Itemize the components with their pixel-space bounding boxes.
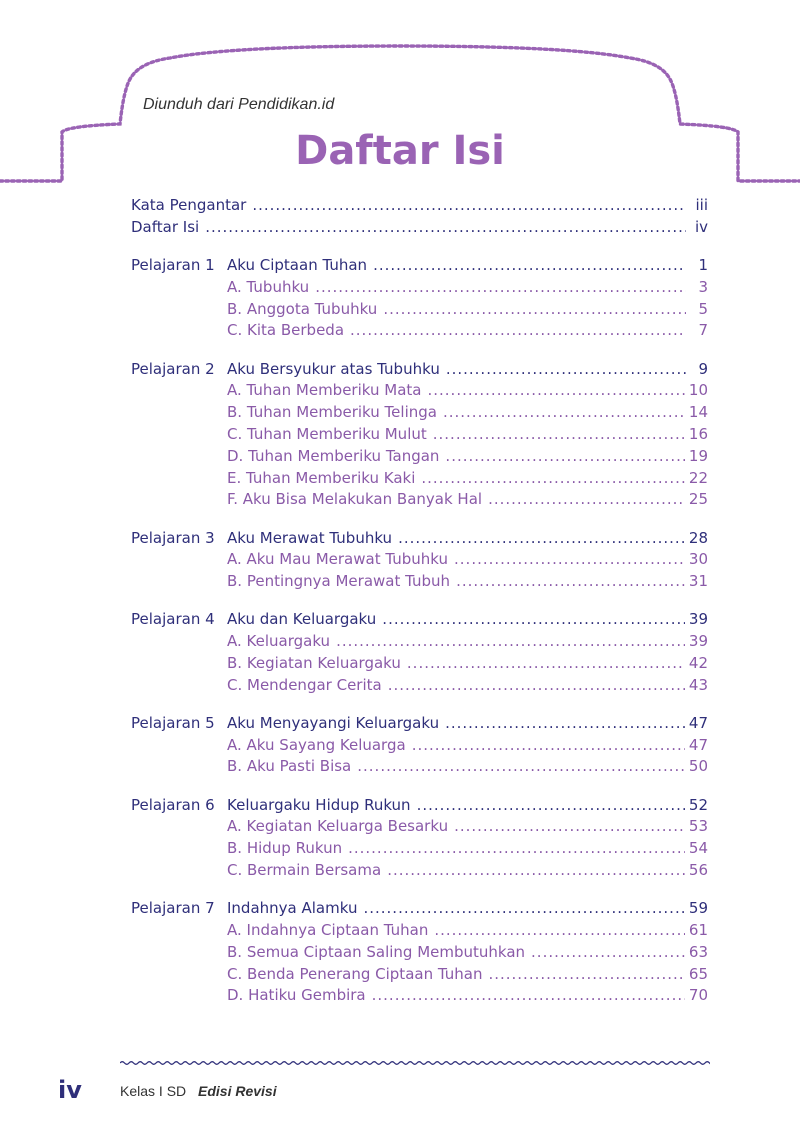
toc-entry-title: A. Kegiatan Keluarga Besarku bbox=[227, 817, 449, 836]
toc-section-row bbox=[131, 964, 708, 986]
toc-entry-title: D. Hatiku Gembira bbox=[227, 986, 366, 1005]
toc-chapter-row bbox=[131, 609, 708, 631]
toc-page-number: 9 bbox=[698, 359, 708, 378]
table-of-contents bbox=[131, 195, 708, 1007]
chapter-label: Pelajaran 1 bbox=[131, 255, 215, 274]
dot-leader bbox=[456, 571, 685, 593]
dot-leader bbox=[443, 402, 685, 424]
toc-chapter-row bbox=[131, 217, 708, 239]
toc-entry-title: E. Tuhan Memberiku Kaki bbox=[227, 468, 416, 487]
toc-gap bbox=[131, 778, 708, 794]
toc-entry-title: D. Tuhan Memberiku Tangan bbox=[227, 446, 440, 465]
toc-entry-title: C. Benda Penerang Ciptaan Tuhan bbox=[227, 964, 483, 983]
toc-section-row bbox=[131, 277, 708, 299]
toc-entry-title: C. Bermain Bersama bbox=[227, 861, 382, 880]
dot-leader bbox=[446, 359, 686, 381]
toc-section-row bbox=[131, 631, 708, 653]
dot-leader bbox=[382, 609, 685, 631]
toc-entry-title: A. Tubuhku bbox=[227, 277, 310, 296]
toc-section-row bbox=[131, 838, 708, 860]
dot-leader bbox=[454, 549, 685, 571]
toc-gap bbox=[131, 882, 708, 898]
chapter-label: Pelajaran 2 bbox=[131, 359, 215, 378]
toc-page-number: 31 bbox=[688, 572, 708, 591]
toc-section-row bbox=[131, 675, 708, 697]
toc-entry-title: B. Kegiatan Keluargaku bbox=[227, 653, 401, 672]
chapter-label: Pelajaran 3 bbox=[131, 528, 215, 547]
toc-entry-title: F. Aku Bisa Melakukan Banyak Hal bbox=[227, 490, 483, 509]
source-note: Diunduh dari Pendidikan.id bbox=[143, 96, 335, 113]
dot-leader bbox=[363, 898, 684, 920]
toc-entry-title: B. Tuhan Memberiku Telinga bbox=[227, 403, 437, 422]
toc-page-number: 1 bbox=[698, 255, 708, 274]
toc-section-row bbox=[131, 489, 708, 511]
dot-leader bbox=[488, 964, 684, 986]
toc-entry-title: A. Aku Sayang Keluarga bbox=[227, 735, 406, 754]
toc-page-number: 47 bbox=[688, 713, 708, 732]
toc-entry-title: B. Semua Ciptaan Saling Membutuhkan bbox=[227, 942, 526, 961]
toc-page-number: 22 bbox=[688, 468, 708, 487]
toc-page-number: 25 bbox=[688, 490, 708, 509]
toc-entry-title: Aku dan Keluargaku bbox=[227, 610, 377, 629]
dot-leader bbox=[433, 424, 685, 446]
toc-page-number: 63 bbox=[688, 942, 708, 961]
toc-page-number: 39 bbox=[688, 610, 708, 629]
toc-entry-title: A. Indahnya Ciptaan Tuhan bbox=[227, 921, 429, 940]
toc-chapter-row bbox=[131, 898, 708, 920]
dot-leader bbox=[445, 446, 684, 468]
dot-leader bbox=[387, 860, 685, 882]
footer-edition: Edisi Revisi bbox=[198, 1083, 277, 1099]
toc-page-number: iii bbox=[695, 196, 708, 214]
dot-leader bbox=[336, 631, 685, 653]
toc-section-row bbox=[131, 942, 708, 964]
chapter-label: Pelajaran 5 bbox=[131, 713, 215, 732]
toc-page-number: 54 bbox=[688, 839, 708, 858]
footer-wave-divider bbox=[120, 1056, 710, 1070]
chapter-label: Pelajaran 4 bbox=[131, 610, 215, 629]
toc-section-row bbox=[131, 920, 708, 942]
toc-page-number: 28 bbox=[688, 528, 708, 547]
dot-leader bbox=[407, 653, 685, 675]
toc-page-number: 16 bbox=[688, 424, 708, 443]
dot-leader bbox=[357, 756, 685, 778]
toc-gap bbox=[131, 239, 708, 255]
toc-page-number: 30 bbox=[688, 550, 708, 569]
dot-leader bbox=[427, 380, 684, 402]
dot-leader bbox=[373, 255, 686, 277]
toc-section-row bbox=[131, 549, 708, 571]
toc-chapter-row bbox=[131, 255, 708, 277]
toc-chapter-row bbox=[131, 359, 708, 381]
toc-chapter-row bbox=[131, 528, 708, 550]
toc-page-number: 43 bbox=[688, 675, 708, 694]
dot-leader bbox=[205, 217, 686, 239]
toc-page-number: 53 bbox=[688, 817, 708, 836]
toc-page-number: 19 bbox=[688, 446, 708, 465]
dot-leader bbox=[454, 816, 685, 838]
toc-page-number: 65 bbox=[688, 964, 708, 983]
toc-section-row bbox=[131, 424, 708, 446]
toc-entry-title: Indahnya Alamku bbox=[227, 899, 358, 918]
toc-entry-title: Keluargaku Hidup Rukun bbox=[227, 795, 411, 814]
chapter-label: Pelajaran 6 bbox=[131, 795, 215, 814]
toc-entry-title: C. Mendengar Cerita bbox=[227, 675, 382, 694]
toc-chapter-row bbox=[131, 795, 708, 817]
toc-entry-title: Daftar Isi bbox=[131, 217, 200, 236]
toc-chapter-row bbox=[131, 713, 708, 735]
dot-leader bbox=[315, 277, 686, 299]
toc-section-row bbox=[131, 446, 708, 468]
toc-entry-title: C. Tuhan Memberiku Mulut bbox=[227, 424, 427, 443]
toc-section-row bbox=[131, 756, 708, 778]
toc-section-row bbox=[131, 468, 708, 490]
toc-page-number: 14 bbox=[688, 403, 708, 422]
toc-section-row bbox=[131, 402, 708, 424]
toc-page-number: 52 bbox=[688, 795, 708, 814]
dot-leader bbox=[252, 195, 686, 217]
toc-page-number: 7 bbox=[698, 321, 708, 340]
toc-entry-title: Kata Pengantar bbox=[131, 196, 247, 214]
dot-leader bbox=[488, 489, 685, 511]
toc-entry-title: Aku Menyayangi Keluargaku bbox=[227, 713, 440, 732]
toc-page-number: iv bbox=[694, 217, 708, 236]
toc-gap bbox=[131, 511, 708, 527]
toc-entry-title: B. Anggota Tubuhku bbox=[227, 299, 378, 318]
dot-leader bbox=[445, 713, 685, 735]
dot-leader bbox=[383, 299, 686, 321]
toc-page-number: 3 bbox=[698, 277, 708, 296]
toc-chapter-row bbox=[131, 195, 708, 217]
toc-entry-title: B. Hidup Rukun bbox=[227, 839, 343, 858]
toc-page-number: 5 bbox=[698, 299, 708, 318]
toc-page-number: 47 bbox=[688, 735, 708, 754]
toc-gap bbox=[131, 593, 708, 609]
toc-entry-title: B. Aku Pasti Bisa bbox=[227, 757, 352, 776]
dot-leader bbox=[412, 735, 685, 757]
dot-leader bbox=[348, 838, 685, 860]
toc-section-row bbox=[131, 380, 708, 402]
toc-entry-title: A. Keluargaku bbox=[227, 632, 331, 651]
toc-entry-title: C. Kita Berbeda bbox=[227, 321, 345, 340]
toc-section-row bbox=[131, 320, 708, 342]
toc-section-row bbox=[131, 299, 708, 321]
footer-class-label: Kelas I SD bbox=[120, 1083, 187, 1099]
toc-entry-title: A. Aku Mau Merawat Tubuhku bbox=[227, 550, 449, 569]
dot-leader bbox=[398, 528, 685, 550]
toc-section-row bbox=[131, 571, 708, 593]
dot-leader bbox=[434, 920, 685, 942]
toc-page-number: 59 bbox=[688, 899, 708, 918]
toc-section-row bbox=[131, 735, 708, 757]
toc-page-number: 56 bbox=[688, 861, 708, 880]
toc-entry-title: A. Tuhan Memberiku Mata bbox=[227, 381, 422, 400]
footer-page-number: iv bbox=[58, 1076, 82, 1104]
toc-section-row bbox=[131, 816, 708, 838]
page-title: Daftar Isi bbox=[295, 128, 505, 174]
toc-page-number: 10 bbox=[688, 381, 708, 400]
dot-leader bbox=[531, 942, 685, 964]
toc-entry-title: Aku Merawat Tubuhku bbox=[227, 528, 393, 547]
dot-leader bbox=[350, 320, 686, 342]
toc-page-number: 61 bbox=[688, 921, 708, 940]
dot-leader bbox=[372, 985, 685, 1007]
toc-entry-title: Aku Ciptaan Tuhan bbox=[227, 255, 368, 274]
toc-page-number: 39 bbox=[688, 632, 708, 651]
toc-section-row bbox=[131, 860, 708, 882]
dot-leader bbox=[417, 795, 685, 817]
toc-gap bbox=[131, 342, 708, 358]
toc-page-number: 42 bbox=[688, 653, 708, 672]
toc-section-row bbox=[131, 985, 708, 1007]
toc-entry-title: B. Pentingnya Merawat Tubuh bbox=[227, 572, 451, 591]
dot-leader bbox=[421, 468, 685, 490]
toc-entry-title: Aku Bersyukur atas Tubuhku bbox=[227, 359, 440, 378]
toc-section-row bbox=[131, 653, 708, 675]
toc-gap bbox=[131, 697, 708, 713]
toc-page-number: 50 bbox=[688, 757, 708, 776]
chapter-label: Pelajaran 7 bbox=[131, 899, 215, 918]
toc-page-number: 70 bbox=[688, 986, 708, 1005]
dot-leader bbox=[388, 675, 685, 697]
